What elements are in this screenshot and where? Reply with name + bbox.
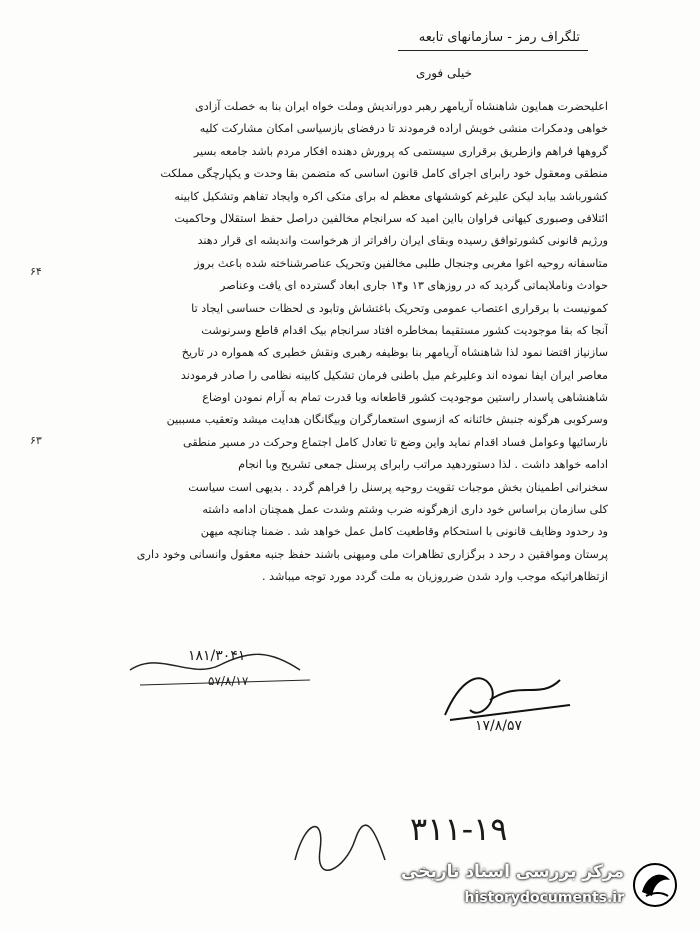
body-line: کلی سازمان براساس خود داری ازهرگونه ضرب وشتم وشدت عمل همچنان ادامه داشته — [202, 503, 608, 517]
watermark-title: مرکز بررسی اسناد تاریخی — [401, 862, 624, 882]
body-line: شاهنشاهی پاسدار راستین موجودیت کشور قاطعانه وبا قدرت تمام به آرام نمودن اوضاع — [202, 391, 608, 405]
body-line: ورژیم قانونی کشورتوافق رسیده وبقای ایران رافراتر از هرخواست واندیشه ای قرار دهند — [197, 234, 608, 248]
watermark-url: historydocuments.ir — [464, 890, 624, 906]
urgency-label: خیلی فوری — [416, 66, 472, 80]
body-line: گروهها فراهم وازطریق برقراری سیستمی که پرورش دهنده افکار مردم باشد جامعه بسیر — [193, 144, 608, 158]
signature-date: ۱۷/۸/۵۷ — [475, 718, 523, 734]
watermark — [388, 860, 678, 914]
body-line: کمونیست با برقراری اعتصاب عمومی وتحریک باغتشاش وتابود ی لحظات حساسی ایجاد تا — [191, 301, 608, 315]
body-line: سخنرانی اطمینان بخش موجبات تقویت روحیه پرسنل را فراهم گردد . بدیهی است سیاست — [188, 480, 608, 494]
body-line: معاصر ایران ایفا نموده اند وعلیرغم میل باطنی فرمان تشکیل کابینه نظامی را صادر فرمودند — [180, 368, 608, 382]
body-line: متاسفانه روحیه اغوا مغربی وجنجال طلبی مخالفین وتحریک عناصرشناخته شده باعث بروز — [194, 256, 608, 270]
body-line: حوادث وناملایماتی گردید که در روزهای ۱۳ و۱۴ جاری ابعاد گسترده ای یافت وعناصر — [220, 279, 608, 293]
margin-note: ۶۴ — [30, 265, 42, 278]
body-line: خواهی ودمکرات منشی خویش اراده فرمودند تا درفضای بازسیاسی امکان مشارکت کلیه — [199, 122, 608, 136]
body-line: ائتلافی وصبوری کیهانی فراوان بااین امید که سرانجام مخالفین دراصل حفظ استقلال وحاکمیت — [174, 211, 608, 225]
body-line: ازتظاهراتیکه موجب وارد شدن ضرروزیان به ملت گردد مورد توجه میباشد . — [262, 570, 608, 584]
stamp-number: ۱۸۱/۳۰۴۱ — [188, 648, 246, 664]
body-line: نارسائیها وعوامل فساد اقدام نماید واین وضع تا تعادل کامل اجتماع وحرکت در مسیر منطقی — [183, 435, 608, 449]
margin-note: ۶۳ — [30, 434, 42, 447]
body-line: کشورباشد بیابد لیکن علیرغم کوششهای معظم له برای متکی اکره وایجاد تفاهم وتشکیل کابینه — [174, 189, 608, 203]
telegram-body — [84, 96, 608, 589]
body-line: ادامه خواهد داشت . لذا دستوردهید مراتب رابرای پرسنل جمعی تشریح وبا انجام — [238, 458, 608, 472]
body-line: آنجا که بقا موجودیت کشور مستقیما بمخاطره افتاد سرانجام بیک اقدام قاطع وسرنوشت — [201, 323, 608, 337]
archive-number: ۳۱۱-۱۹ — [410, 810, 508, 848]
body-line: ود رحدود وظایف قانونی با استحکام وقاطعیت کامل عمل خواهد شد . ضمنا چنانچه میهن — [200, 525, 608, 539]
bottom-initials-scribble — [285, 810, 395, 880]
body-line: وسرکوبی هرگونه جنبش خائنانه که ازسوی استعمارگران وبیگانگان هدایت میشد وتعقیب مسببین — [166, 413, 608, 427]
body-line: سازنیاز اقتضا نمود لذا شاهنشاه آریامهر بنا بوظیفه رهبری ونقش خطیری که همواره در تاریخ — [181, 346, 608, 360]
archive-logo-icon — [632, 862, 678, 908]
body-line: اعلیحضرت همایون شاهنشاه آریامهر رهبر دوراندیش وملت خواه ایران بنا به خصلت آزادی — [195, 100, 608, 113]
body-line: منطقی ومعقول خود رابرای اجرای کامل قانون اساسی که متضمن بقا وحدت و یکپارچگی مملکت — [160, 167, 608, 181]
header-underline — [398, 50, 588, 51]
stamp-date: ۵۷/۸/۱۷ — [208, 674, 249, 688]
document-header: تلگراف رمز - سازمانهای تابعه — [418, 30, 580, 45]
body-line: پرستان وموافقین د رحد د برگزاری تظاهرات ملی ومیهنی باشند حفظ جنبه معقول وانسانی وخود داری — [136, 547, 608, 561]
